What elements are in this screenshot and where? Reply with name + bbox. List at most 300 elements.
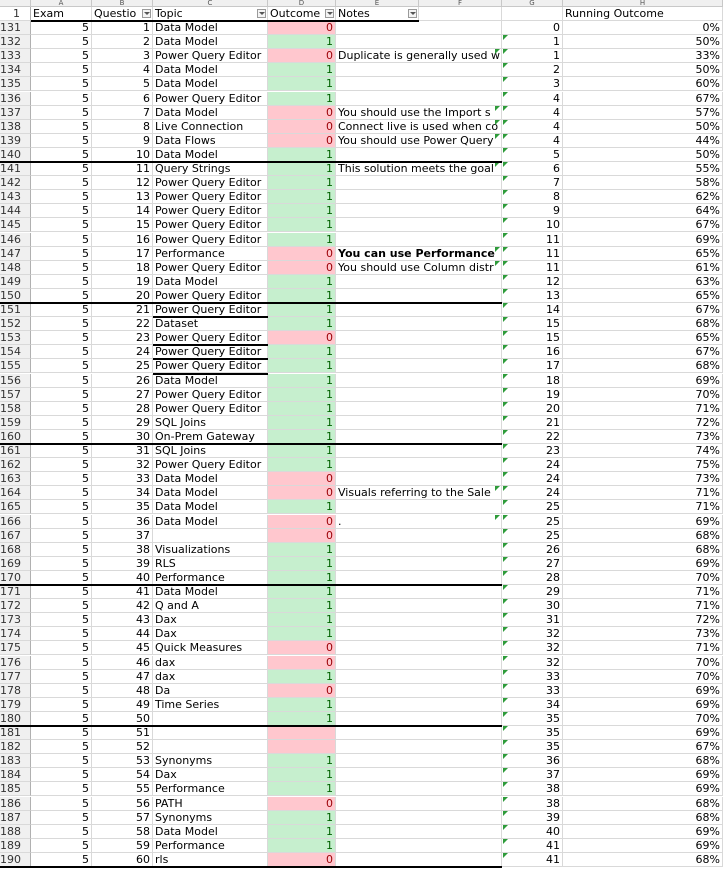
running-outcome-cell[interactable]: 33% (563, 49, 723, 63)
running-outcome-cell[interactable]: 69% (563, 515, 723, 529)
row-number[interactable]: 131 (0, 21, 31, 35)
question-cell[interactable]: 19 (92, 275, 153, 289)
running-count-cell[interactable]: 4 (502, 120, 563, 134)
topic-cell[interactable]: Power Query Editor (153, 289, 268, 303)
topic-cell[interactable]: Data Flows (153, 134, 268, 148)
outcome-cell[interactable] (268, 726, 336, 740)
exam-cell[interactable]: 5 (31, 218, 92, 232)
row-number[interactable]: 160 (0, 430, 31, 444)
notes-cell[interactable] (336, 430, 502, 444)
exam-cell[interactable]: 5 (31, 275, 92, 289)
running-outcome-cell[interactable]: 67% (563, 218, 723, 232)
outcome-cell[interactable]: 1 (268, 698, 336, 712)
running-outcome-cell[interactable]: 69% (563, 233, 723, 247)
filter-dropdown-icon[interactable] (142, 9, 151, 18)
row-number[interactable]: 182 (0, 740, 31, 754)
running-outcome-cell[interactable]: 68% (563, 811, 723, 825)
running-outcome-cell[interactable]: 0% (563, 21, 723, 35)
running-count-cell[interactable]: 38 (502, 782, 563, 796)
running-count-cell[interactable]: 6 (502, 162, 563, 176)
outcome-cell[interactable]: 1 (268, 345, 336, 359)
exam-cell[interactable]: 5 (31, 472, 92, 486)
question-cell[interactable]: 55 (92, 782, 153, 796)
outcome-cell[interactable]: 0 (268, 797, 336, 811)
outcome-cell[interactable]: 0 (268, 331, 336, 345)
outcome-cell[interactable]: 0 (268, 853, 336, 867)
running-count-cell[interactable]: 31 (502, 613, 563, 627)
topic-cell[interactable] (153, 712, 268, 726)
topic-cell[interactable]: SQL Joins (153, 416, 268, 430)
row-number[interactable]: 162 (0, 458, 31, 472)
row-number[interactable]: 151 (0, 303, 31, 317)
question-cell[interactable]: 21 (92, 303, 153, 317)
running-outcome-cell[interactable]: 60% (563, 77, 723, 91)
column-letter-h[interactable]: H (563, 0, 723, 7)
row-number[interactable]: 169 (0, 557, 31, 571)
question-cell[interactable]: 30 (92, 430, 153, 444)
row-number[interactable]: 137 (0, 106, 31, 120)
exam-cell[interactable]: 5 (31, 627, 92, 641)
notes-cell[interactable] (336, 472, 502, 486)
topic-cell[interactable]: Data Model (153, 106, 268, 120)
exam-cell[interactable]: 5 (31, 162, 92, 176)
running-count-cell[interactable]: 14 (502, 303, 563, 317)
notes-cell[interactable] (336, 190, 502, 204)
running-outcome-cell[interactable]: 71% (563, 641, 723, 655)
outcome-cell[interactable]: 0 (268, 261, 336, 275)
outcome-cell[interactable]: 1 (268, 218, 336, 232)
running-outcome-cell[interactable]: 69% (563, 825, 723, 839)
notes-cell[interactable] (336, 613, 502, 627)
row-number[interactable]: 146 (0, 233, 31, 247)
topic-cell[interactable]: Power Query Editor (153, 49, 268, 63)
question-cell[interactable]: 54 (92, 768, 153, 782)
topic-cell[interactable]: Data Model (153, 21, 268, 35)
column-letter-e[interactable]: E (336, 0, 419, 7)
outcome-cell[interactable]: 1 (268, 430, 336, 444)
question-cell[interactable]: 51 (92, 726, 153, 740)
notes-cell[interactable]: Visuals referring to the Sale (336, 486, 502, 500)
topic-cell[interactable]: Time Series (153, 698, 268, 712)
running-count-cell[interactable]: 35 (502, 712, 563, 726)
exam-cell[interactable]: 5 (31, 500, 92, 514)
notes-cell[interactable] (336, 416, 502, 430)
outcome-cell[interactable]: 1 (268, 811, 336, 825)
question-cell[interactable]: 17 (92, 247, 153, 261)
row-number[interactable]: 167 (0, 529, 31, 543)
question-cell[interactable]: 53 (92, 754, 153, 768)
running-outcome-cell[interactable]: 72% (563, 416, 723, 430)
topic-cell[interactable] (153, 740, 268, 754)
topic-cell[interactable]: Power Query Editor (153, 345, 268, 359)
exam-cell[interactable]: 5 (31, 106, 92, 120)
running-outcome-cell[interactable]: 61% (563, 261, 723, 275)
exam-cell[interactable]: 5 (31, 359, 92, 373)
running-count-cell[interactable]: 32 (502, 641, 563, 655)
row-number[interactable]: 186 (0, 797, 31, 811)
outcome-cell[interactable]: 1 (268, 289, 336, 303)
topic-cell[interactable]: Live Connection (153, 120, 268, 134)
outcome-cell[interactable]: 1 (268, 712, 336, 726)
exam-cell[interactable]: 5 (31, 416, 92, 430)
row-number[interactable]: 139 (0, 134, 31, 148)
topic-cell[interactable]: Data Model (153, 77, 268, 91)
exam-cell[interactable]: 5 (31, 684, 92, 698)
running-outcome-cell[interactable]: 71% (563, 599, 723, 613)
question-cell[interactable]: 33 (92, 472, 153, 486)
exam-cell[interactable]: 5 (31, 853, 92, 867)
filter-dropdown-icon[interactable] (257, 9, 266, 18)
exam-cell[interactable]: 5 (31, 120, 92, 134)
running-count-cell[interactable]: 34 (502, 698, 563, 712)
row-number[interactable]: 136 (0, 92, 31, 106)
outcome-cell[interactable]: 1 (268, 204, 336, 218)
column-g-header[interactable] (502, 7, 563, 21)
topic-cell[interactable]: Power Query Editor (153, 331, 268, 345)
question-cell[interactable]: 39 (92, 557, 153, 571)
question-cell[interactable]: 18 (92, 261, 153, 275)
question-cell[interactable]: 26 (92, 374, 153, 388)
outcome-cell[interactable]: 1 (268, 388, 336, 402)
outcome-cell[interactable]: 1 (268, 416, 336, 430)
row-number[interactable]: 180 (0, 712, 31, 726)
topic-cell[interactable]: Power Query Editor (153, 190, 268, 204)
exam-cell[interactable]: 5 (31, 190, 92, 204)
question-cell[interactable]: 56 (92, 797, 153, 811)
running-outcome-cell[interactable]: 55% (563, 162, 723, 176)
exam-cell[interactable]: 5 (31, 303, 92, 317)
exam-cell[interactable]: 5 (31, 374, 92, 388)
row-number[interactable]: 152 (0, 317, 31, 331)
running-outcome-cell[interactable]: 57% (563, 106, 723, 120)
running-count-cell[interactable]: 25 (502, 529, 563, 543)
topic-cell[interactable]: Synonyms (153, 811, 268, 825)
exam-cell[interactable]: 5 (31, 613, 92, 627)
topic-cell[interactable]: Power Query Editor (153, 204, 268, 218)
exam-cell[interactable]: 5 (31, 331, 92, 345)
outcome-cell[interactable]: 1 (268, 359, 336, 373)
row-number[interactable]: 132 (0, 35, 31, 49)
exam-cell[interactable]: 5 (31, 782, 92, 796)
question-cell[interactable]: 47 (92, 670, 153, 684)
row-number[interactable]: 177 (0, 670, 31, 684)
exam-cell[interactable]: 5 (31, 768, 92, 782)
exam-cell[interactable]: 5 (31, 430, 92, 444)
exam-cell[interactable]: 5 (31, 726, 92, 740)
running-count-cell[interactable]: 8 (502, 190, 563, 204)
exam-cell[interactable]: 5 (31, 176, 92, 190)
notes-cell[interactable] (336, 289, 502, 303)
running-outcome-cell[interactable]: 71% (563, 500, 723, 514)
running-outcome-cell[interactable]: 73% (563, 430, 723, 444)
notes-cell[interactable] (336, 148, 502, 162)
exam-cell[interactable]: 5 (31, 515, 92, 529)
running-count-cell[interactable]: 4 (502, 92, 563, 106)
exam-cell[interactable]: 5 (31, 656, 92, 670)
running-count-cell[interactable]: 32 (502, 656, 563, 670)
exam-cell[interactable]: 5 (31, 388, 92, 402)
running-count-cell[interactable]: 13 (502, 289, 563, 303)
running-count-cell[interactable]: 29 (502, 585, 563, 599)
question-cell[interactable]: 35 (92, 500, 153, 514)
running-count-cell[interactable]: 25 (502, 500, 563, 514)
question-cell[interactable]: 27 (92, 388, 153, 402)
topic-cell[interactable]: Da (153, 684, 268, 698)
outcome-header[interactable] (268, 7, 336, 21)
row-header[interactable]: 1 (0, 7, 31, 21)
running-count-cell[interactable]: 26 (502, 543, 563, 557)
outcome-cell[interactable]: 1 (268, 825, 336, 839)
notes-cell[interactable] (336, 204, 502, 218)
outcome-cell[interactable]: 0 (268, 684, 336, 698)
outcome-cell[interactable]: 1 (268, 275, 336, 289)
notes-cell[interactable]: You can use Performance (336, 247, 502, 261)
row-number[interactable]: 145 (0, 218, 31, 232)
row-number[interactable]: 138 (0, 120, 31, 134)
running-count-cell[interactable]: 19 (502, 388, 563, 402)
notes-cell[interactable]: You should use Column distr (336, 261, 502, 275)
row-number[interactable]: 168 (0, 543, 31, 557)
topic-cell[interactable]: dax (153, 670, 268, 684)
topic-cell[interactable]: Performance (153, 247, 268, 261)
row-number[interactable]: 143 (0, 190, 31, 204)
topic-cell[interactable]: Data Model (153, 825, 268, 839)
running-outcome-cell[interactable]: 50% (563, 148, 723, 162)
row-number[interactable]: 161 (0, 444, 31, 458)
running-count-cell[interactable]: 40 (502, 825, 563, 839)
question-cell[interactable]: 9 (92, 134, 153, 148)
outcome-cell[interactable] (268, 740, 336, 754)
running-count-cell[interactable]: 15 (502, 317, 563, 331)
exam-cell[interactable]: 5 (31, 134, 92, 148)
question-cell[interactable]: 28 (92, 402, 153, 416)
exam-cell[interactable]: 5 (31, 529, 92, 543)
notes-cell[interactable]: This solution meets the goal (336, 162, 502, 176)
outcome-cell[interactable]: 0 (268, 120, 336, 134)
question-cell[interactable]: 23 (92, 331, 153, 345)
question-cell[interactable]: 24 (92, 345, 153, 359)
question-cell[interactable]: 48 (92, 684, 153, 698)
row-number[interactable]: 178 (0, 684, 31, 698)
running-outcome-cell[interactable]: 70% (563, 670, 723, 684)
running-outcome-cell[interactable]: 50% (563, 35, 723, 49)
topic-cell[interactable]: Performance (153, 571, 268, 585)
notes-cell[interactable] (336, 585, 502, 599)
running-outcome-cell[interactable]: 64% (563, 204, 723, 218)
question-cell[interactable]: 50 (92, 712, 153, 726)
outcome-cell[interactable]: 0 (268, 472, 336, 486)
notes-cell[interactable] (336, 218, 502, 232)
running-count-cell[interactable]: 1 (502, 35, 563, 49)
running-outcome-cell[interactable]: 68% (563, 543, 723, 557)
running-count-cell[interactable]: 11 (502, 247, 563, 261)
column-letter-f[interactable]: F (419, 0, 502, 7)
notes-cell[interactable] (336, 768, 502, 782)
row-number[interactable]: 149 (0, 275, 31, 289)
exam-cell[interactable]: 5 (31, 698, 92, 712)
question-cell[interactable]: 11 (92, 162, 153, 176)
row-number[interactable]: 184 (0, 768, 31, 782)
outcome-cell[interactable]: 1 (268, 613, 336, 627)
question-cell[interactable]: 20 (92, 289, 153, 303)
column-f-header[interactable] (419, 7, 502, 21)
row-number[interactable]: 188 (0, 825, 31, 839)
question-cell[interactable]: 12 (92, 176, 153, 190)
topic-cell[interactable]: Data Model (153, 472, 268, 486)
exam-cell[interactable]: 5 (31, 825, 92, 839)
running-count-cell[interactable]: 24 (502, 472, 563, 486)
question-cell[interactable]: 10 (92, 148, 153, 162)
running-count-cell[interactable]: 1 (502, 49, 563, 63)
question-cell[interactable]: 38 (92, 543, 153, 557)
filter-dropdown-icon[interactable] (325, 9, 334, 18)
running-outcome-cell[interactable]: 50% (563, 63, 723, 77)
question-cell[interactable]: 22 (92, 317, 153, 331)
question-cell[interactable]: 42 (92, 599, 153, 613)
exam-cell[interactable]: 5 (31, 261, 92, 275)
notes-cell[interactable] (336, 359, 502, 373)
row-number[interactable]: 154 (0, 345, 31, 359)
notes-cell[interactable] (336, 35, 502, 49)
exam-cell[interactable]: 5 (31, 204, 92, 218)
running-outcome-cell[interactable]: 70% (563, 571, 723, 585)
question-cell[interactable]: 60 (92, 853, 153, 867)
running-count-cell[interactable]: 22 (502, 430, 563, 444)
running-count-cell[interactable]: 33 (502, 670, 563, 684)
row-number[interactable]: 158 (0, 402, 31, 416)
outcome-cell[interactable]: 1 (268, 317, 336, 331)
running-count-cell[interactable]: 30 (502, 599, 563, 613)
running-count-cell[interactable]: 41 (502, 853, 563, 867)
question-cell[interactable]: 57 (92, 811, 153, 825)
outcome-cell[interactable]: 1 (268, 768, 336, 782)
outcome-cell[interactable]: 1 (268, 402, 336, 416)
running-outcome-cell[interactable]: 62% (563, 190, 723, 204)
question-cell[interactable]: 16 (92, 233, 153, 247)
running-outcome-cell[interactable]: 69% (563, 684, 723, 698)
question-cell[interactable]: 15 (92, 218, 153, 232)
running-count-cell[interactable]: 20 (502, 402, 563, 416)
question-cell[interactable]: 7 (92, 106, 153, 120)
notes-cell[interactable] (336, 698, 502, 712)
outcome-cell[interactable]: 1 (268, 233, 336, 247)
notes-cell[interactable] (336, 529, 502, 543)
running-outcome-cell[interactable]: 70% (563, 656, 723, 670)
running-outcome-cell[interactable]: 69% (563, 557, 723, 571)
running-count-cell[interactable]: 23 (502, 444, 563, 458)
topic-cell[interactable]: Data Model (153, 500, 268, 514)
running-count-cell[interactable]: 21 (502, 416, 563, 430)
row-number[interactable]: 172 (0, 599, 31, 613)
outcome-cell[interactable]: 1 (268, 571, 336, 585)
exam-cell[interactable]: 5 (31, 49, 92, 63)
topic-cell[interactable]: Performance (153, 839, 268, 853)
exam-cell[interactable]: 5 (31, 740, 92, 754)
notes-cell[interactable]: Connect live is used when co (336, 120, 502, 134)
question-cell[interactable]: 45 (92, 641, 153, 655)
topic-cell[interactable]: Visualizations (153, 543, 268, 557)
row-number[interactable]: 134 (0, 63, 31, 77)
notes-cell[interactable] (336, 402, 502, 416)
running-count-cell[interactable]: 10 (502, 218, 563, 232)
topic-cell[interactable]: Power Query Editor (153, 218, 268, 232)
outcome-cell[interactable]: 0 (268, 641, 336, 655)
outcome-cell[interactable]: 0 (268, 49, 336, 63)
row-number[interactable]: 179 (0, 698, 31, 712)
row-number[interactable]: 148 (0, 261, 31, 275)
topic-cell[interactable]: Power Query Editor (153, 233, 268, 247)
question-cell[interactable]: 41 (92, 585, 153, 599)
running-count-cell[interactable]: 4 (502, 106, 563, 120)
outcome-cell[interactable]: 1 (268, 585, 336, 599)
running-count-cell[interactable]: 3 (502, 77, 563, 91)
question-cell[interactable]: 4 (92, 63, 153, 77)
running-count-cell[interactable]: 16 (502, 345, 563, 359)
topic-cell[interactable]: PATH (153, 797, 268, 811)
running-outcome-cell[interactable]: 67% (563, 740, 723, 754)
running-outcome-cell[interactable]: 69% (563, 839, 723, 853)
exam-cell[interactable]: 5 (31, 233, 92, 247)
row-number[interactable]: 141 (0, 162, 31, 176)
row-number[interactable]: 183 (0, 754, 31, 768)
exam-cell[interactable]: 5 (31, 345, 92, 359)
question-cell[interactable]: 25 (92, 359, 153, 373)
outcome-cell[interactable]: 1 (268, 782, 336, 796)
notes-cell[interactable] (336, 275, 502, 289)
row-number[interactable]: 150 (0, 289, 31, 303)
topic-cell[interactable]: Data Model (153, 148, 268, 162)
notes-cell[interactable] (336, 317, 502, 331)
running-outcome-cell[interactable]: 71% (563, 402, 723, 416)
row-number[interactable]: 147 (0, 247, 31, 261)
topic-cell[interactable]: Data Model (153, 63, 268, 77)
row-number[interactable]: 173 (0, 613, 31, 627)
outcome-cell[interactable]: 0 (268, 134, 336, 148)
filter-dropdown-icon[interactable] (408, 9, 417, 18)
running-count-cell[interactable]: 5 (502, 148, 563, 162)
running-count-cell[interactable]: 18 (502, 374, 563, 388)
row-number[interactable]: 133 (0, 49, 31, 63)
question-cell[interactable]: 29 (92, 416, 153, 430)
row-number[interactable]: 165 (0, 500, 31, 514)
question-cell[interactable]: 44 (92, 627, 153, 641)
running-count-cell[interactable]: 11 (502, 261, 563, 275)
exam-cell[interactable]: 5 (31, 77, 92, 91)
row-number[interactable]: 163 (0, 472, 31, 486)
notes-cell[interactable] (336, 684, 502, 698)
outcome-cell[interactable]: 1 (268, 77, 336, 91)
running-outcome-cell[interactable]: 75% (563, 458, 723, 472)
exam-cell[interactable]: 5 (31, 811, 92, 825)
row-number[interactable]: 144 (0, 204, 31, 218)
outcome-cell[interactable]: 1 (268, 543, 336, 557)
outcome-cell[interactable]: 1 (268, 444, 336, 458)
exam-cell[interactable]: 5 (31, 458, 92, 472)
running-count-cell[interactable]: 36 (502, 754, 563, 768)
question-cell[interactable]: 31 (92, 444, 153, 458)
outcome-cell[interactable]: 0 (268, 486, 336, 500)
topic-cell[interactable]: Quick Measures (153, 641, 268, 655)
question-cell[interactable]: 52 (92, 740, 153, 754)
notes-cell[interactable] (336, 303, 502, 317)
row-number[interactable]: 159 (0, 416, 31, 430)
topic-cell[interactable]: Dax (153, 627, 268, 641)
exam-cell[interactable]: 5 (31, 712, 92, 726)
row-number[interactable]: 140 (0, 148, 31, 162)
outcome-cell[interactable]: 1 (268, 35, 336, 49)
topic-cell[interactable]: Query Strings (153, 162, 268, 176)
exam-cell[interactable]: 5 (31, 557, 92, 571)
